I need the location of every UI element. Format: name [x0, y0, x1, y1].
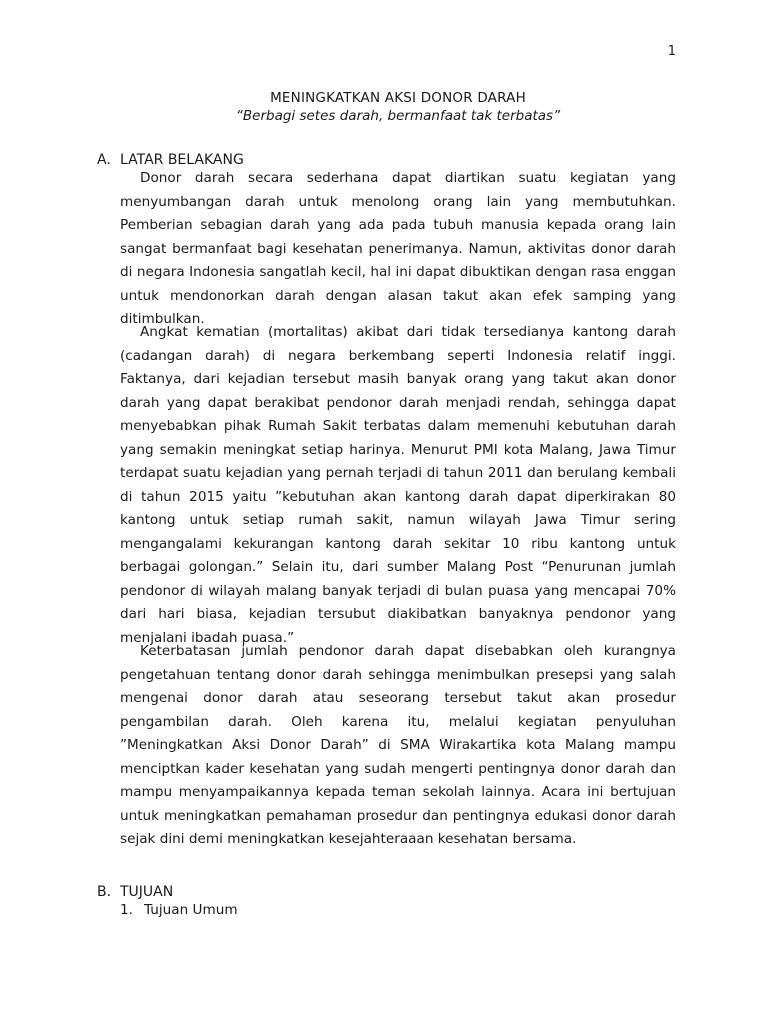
document-subtitle: “Berbagi setes darah, bermanfaat tak terbatas” [235, 108, 561, 124]
page-number: 1 [667, 44, 676, 59]
section-letter: B. [97, 884, 112, 900]
document-title: MENINGKATKAN AKSI DONOR DARAH [270, 90, 526, 106]
paragraph-2: Angkat kematian (mortalitas) akibat dari tidak tersedianya kantong darah (cadangan darah) di negara berkembang seperti Indonesia relatif inggi. Faktanya, dari kejadian tersebut masih banyak orang yang takut akan donor darah yang dapat berakibat pendonor darah menjadi rendah, sehingga dapat menyebabkan pihak Rumah Sakit terbatas dalam memenuhi kebutuhan darah yang semakin meningkat setiap harinya. Menurut PMI kota Malang, Jawa Timur terdapat suatu kejadian yang pernah terjadi di tahun 2011 dan berulang kembali di tahun 2015 yaitu ”kebutuhan akan kantong darah dapat diperkirakan 80 kantong untuk setiap rumah sakit, namun wilayah Jawa Timur sering mengangalami kekurangan kantong darah sekitar 10 ribu kantong untuk berbagai golongan.” Selain itu, dari sumber Malang Post “Penurunan jumlah pendonor di wilayah malang banyak terjadi di bulan puasa yang mencapai 70% dari hari biasa, kejadian tersubut diakibatkan banyaknya pendonor yang menjalani ibadah puasa.” [120, 324, 676, 646]
section-title: LATAR BELAKANG [120, 152, 244, 168]
section-title: TUJUAN [120, 884, 174, 900]
section-letter: A. [97, 152, 111, 168]
section-heading-tujuan [97, 884, 173, 900]
title-block [120, 89, 676, 125]
section-heading-latar-belakang [97, 152, 244, 168]
list-item-label: Tujuan Umum [144, 902, 238, 918]
list-item-tujuan-umum [120, 902, 238, 918]
paragraph-1: Donor darah secara sederhana dapat diartikan suatu kegiatan yang menyumbangan darah untuk menolong orang lain yang membutuhkan. Pemberian sebagian darah yang ada pada tubuh manusia kepada orang lain sangat bermanfaat bagi kesehatan penerimanya. Namun, aktivitas donor darah di negara Indonesia sangatlah kecil, hal ini dapat dibuktikan dengan rasa enggan untuk mendonorkan darah dengan alasan takut akan efek samping yang ditimbulkan. [120, 170, 676, 327]
list-item-number: 1. [120, 902, 133, 918]
paragraph-3: Keterbatasan jumlah pendonor darah dapat disebabkan oleh kurangnya pengetahuan tentang donor darah sehingga menimbulkan presepsi yang salah mengenai donor darah atau seseorang tersebut takut akan prosedur pengambilan darah. Oleh karena itu, melalui kegiatan penyuluhan ”Meningkatkan Aksi Donor Darah” di SMA Wirakartika kota Malang mampu menciptkan kader kesehatan yang sudah mengerti pentingnya donor darah dan mampu menyampaikannya kepada teman sekolah lainnya. Acara ini bertujuan untuk meningkatkan pemahaman prosedur dan pentingnya edukasi donor darah sejak dini demi meningkatkan kesejahteraaan kesehatan bersama. [120, 643, 676, 847]
